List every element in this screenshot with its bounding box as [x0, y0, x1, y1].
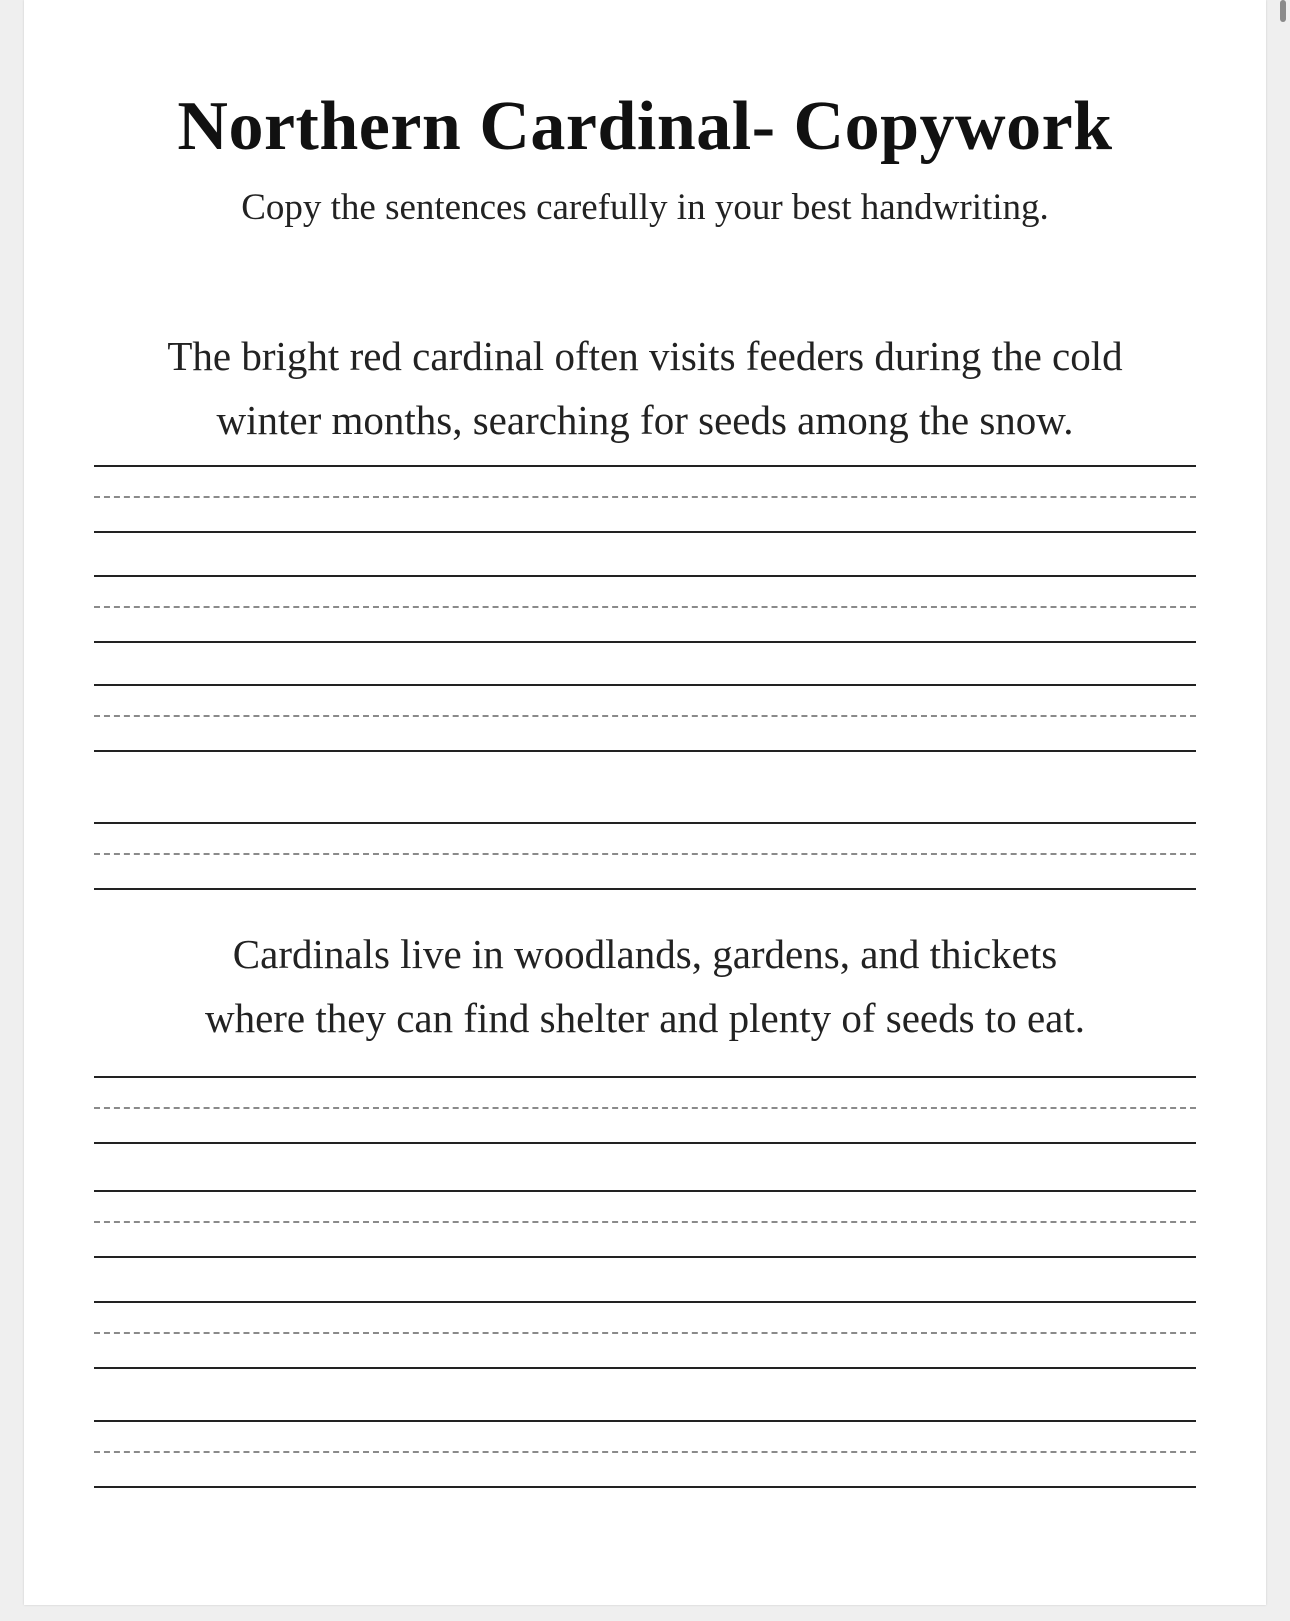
midline-dashed-rule — [94, 606, 1196, 608]
midline-dashed-rule — [94, 496, 1196, 498]
page-title: Northern Cardinal- Copywork — [177, 88, 1113, 165]
midline-dashed-rule — [94, 1332, 1196, 1334]
top-rule — [94, 1420, 1196, 1422]
midline-dashed-rule — [94, 715, 1196, 717]
midline-dashed-rule — [94, 853, 1196, 855]
top-rule — [94, 1076, 1196, 1078]
passage-1-line-1: The bright red cardinal often visits feeders during the cold — [167, 333, 1123, 379]
handwriting-line — [94, 1301, 1196, 1369]
baseline-rule — [94, 641, 1196, 643]
baseline-rule — [94, 1367, 1196, 1369]
top-rule — [94, 1301, 1196, 1303]
top-rule — [94, 465, 1196, 467]
baseline-rule — [94, 1486, 1196, 1488]
baseline-rule — [94, 1256, 1196, 1258]
instructions: Copy the sentences carefully in your best handwriting. — [241, 187, 1049, 228]
top-rule — [94, 1190, 1196, 1192]
handwriting-line — [94, 1076, 1196, 1144]
handwriting-line — [94, 822, 1196, 890]
worksheet-page — [24, 0, 1266, 1605]
baseline-rule — [94, 750, 1196, 752]
baseline-rule — [94, 1142, 1196, 1144]
passage-1 — [84, 324, 1206, 452]
passage-2-line-2: where they can find shelter and plenty of seeds to eat. — [204, 995, 1086, 1041]
handwriting-line — [94, 575, 1196, 643]
handwriting-line — [94, 1420, 1196, 1488]
passage-1-line-2: winter months, searching for seeds among the snow. — [216, 397, 1074, 443]
handwriting-line — [94, 1190, 1196, 1258]
handwriting-line — [94, 465, 1196, 533]
top-rule — [94, 684, 1196, 686]
top-rule — [94, 575, 1196, 577]
baseline-rule — [94, 531, 1196, 533]
handwriting-line — [94, 684, 1196, 752]
midline-dashed-rule — [94, 1107, 1196, 1109]
baseline-rule — [94, 888, 1196, 890]
midline-dashed-rule — [94, 1221, 1196, 1223]
passage-2 — [84, 922, 1206, 1050]
scrollbar-thumb[interactable] — [1280, 0, 1286, 22]
passage-2-line-1: Cardinals live in woodlands, gardens, and thickets — [232, 931, 1058, 977]
midline-dashed-rule — [94, 1451, 1196, 1453]
top-rule — [94, 822, 1196, 824]
